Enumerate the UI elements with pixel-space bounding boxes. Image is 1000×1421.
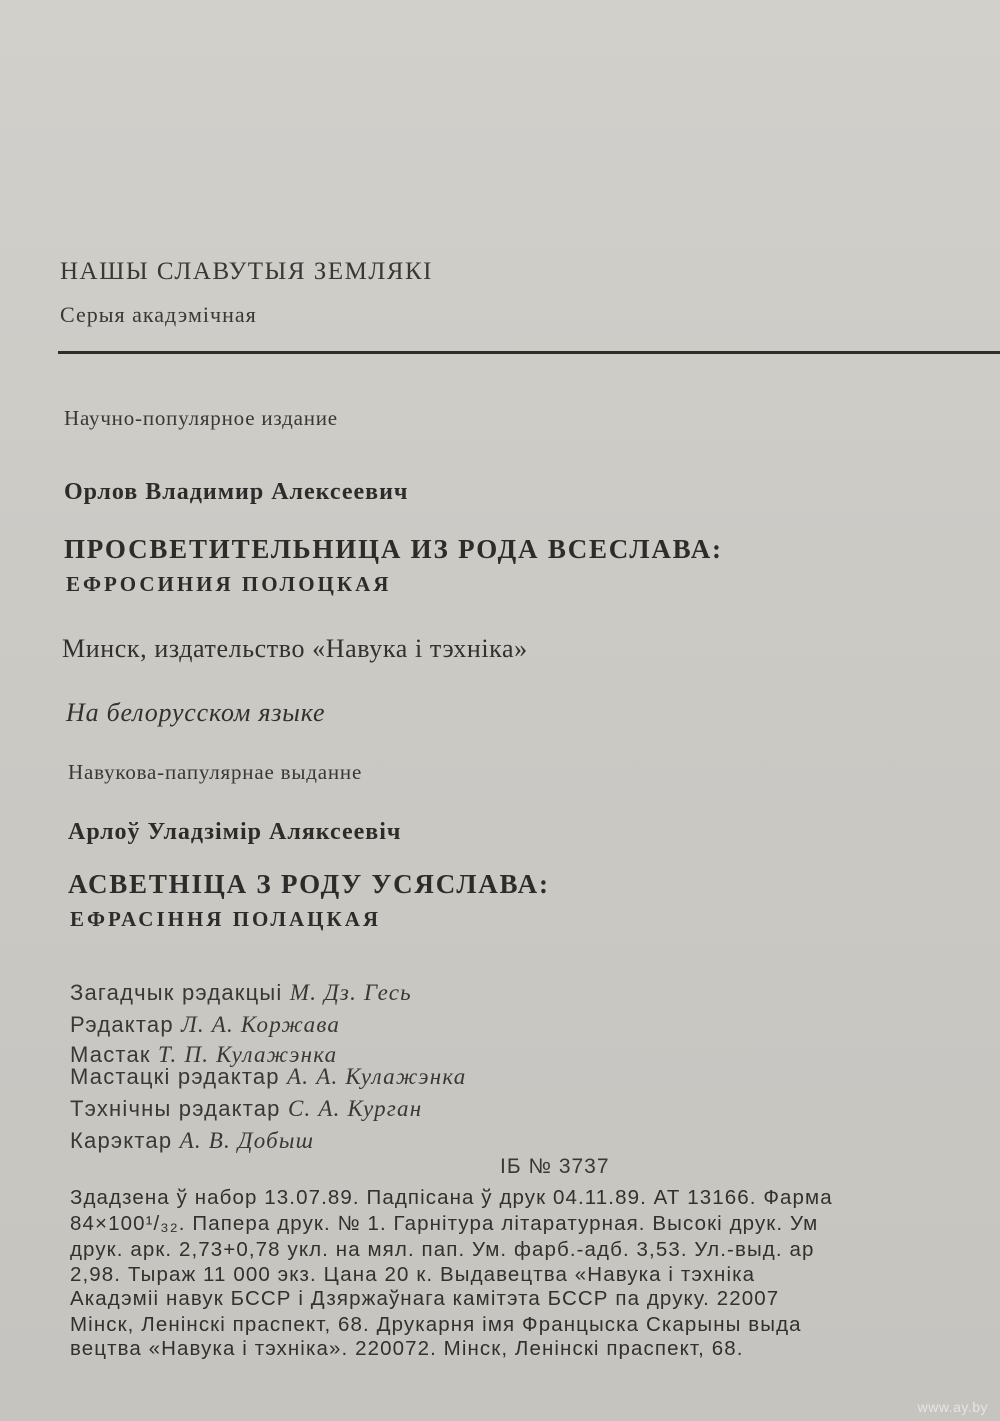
- credit-role: Мастак: [70, 1042, 151, 1067]
- author-be: Арлоў Уладзімір Аляксеевіч: [68, 819, 402, 845]
- series-title: НАШЫ СЛАВУТЫЯ ЗЕМЛЯКІ: [60, 258, 433, 285]
- credit-name: Л. А. Коржава: [181, 1012, 341, 1037]
- credit-role: Тэхнічны рэдактар: [70, 1096, 281, 1121]
- imprint-line: Здадзена ў набор 13.07.89. Падпісана ў друк 04.11.89. АТ 13166. Фарма: [70, 1186, 833, 1209]
- watermark: www.ay.by: [917, 1399, 988, 1415]
- series-subtitle: Серыя акадэмічная: [60, 302, 257, 327]
- credit-name: С. А. Курган: [287, 1096, 423, 1121]
- credit-name: А. В. Добыш: [179, 1128, 315, 1153]
- book-title-ru: ПРОСВЕТИТЕЛЬНИЦА ИЗ РОДА ВСЕСЛАВА:: [64, 534, 723, 564]
- ib-number: ІБ № 3737: [500, 1155, 610, 1178]
- imprint-line: 84×100¹/₃₂. Папера друк. № 1. Гарнітура літаратурная. Высокі друк. Ум: [70, 1212, 819, 1235]
- book-title-be: АСВЕТНІЦА З РОДУ УСЯСЛАВА:: [68, 869, 550, 899]
- credit-line: [70, 1012, 340, 1038]
- credit-line: [70, 1064, 466, 1090]
- publisher-ru: Минск, издательство «Навука і тэхніка»: [62, 634, 528, 663]
- imprint-line: Акадэміі навук БССР і Дзяржаўнага камітэта БССР па друку. 22007: [70, 1287, 780, 1310]
- credit-role: Загадчык рэдакцыі: [70, 980, 283, 1005]
- credit-line: [70, 980, 412, 1006]
- credit-line: [70, 1128, 314, 1154]
- divider-rule: [58, 351, 1000, 354]
- credit-role: Мастацкі рэдактар: [70, 1064, 280, 1089]
- language-note: На белорусском языке: [66, 698, 326, 727]
- edition-type-be: Навукова-папулярнае выданне: [68, 760, 363, 784]
- credit-name: Т. П. Кулажэнка: [158, 1042, 338, 1067]
- credit-role: Карэктар: [70, 1128, 173, 1153]
- credit-name: М. Дз. Гесь: [289, 980, 412, 1005]
- imprint-line: вецтва «Навука і тэхніка». 220072. Мінск, Ленінскі праспект, 68.: [70, 1337, 744, 1360]
- imprint-line: 2,98. Тыраж 11 000 экз. Цана 20 к. Выдавецтва «Навука і тэхніка: [70, 1263, 756, 1286]
- credit-name: А. А. Кулажэнка: [287, 1064, 467, 1089]
- imprint-line: друк. арк. 2,73+0,78 укл. на мял. пап. Ум. фарб.-адб. 3,53. Ул.-выд. ар: [70, 1238, 815, 1261]
- book-subtitle-be: ЕФРАСІННЯ ПОЛАЦКАЯ: [70, 907, 382, 931]
- credit-role: Рэдактар: [70, 1012, 174, 1037]
- author-ru: Орлов Владимир Алексеевич: [64, 479, 409, 505]
- book-subtitle-ru: ЕФРОСИНИЯ ПОЛОЦКАЯ: [66, 572, 392, 596]
- credit-line: [70, 1096, 422, 1122]
- imprint-line: Мінск, Ленінскі праспект, 68. Друкарня імя Францыска Скарыны выда: [70, 1313, 802, 1336]
- edition-type-ru: Научно-популярное издание: [64, 406, 338, 430]
